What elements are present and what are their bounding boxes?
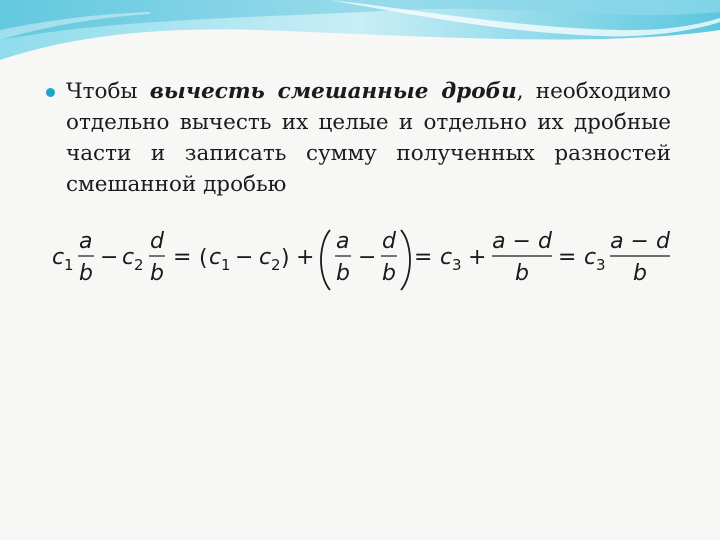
- result-num2: a − d: [610, 229, 670, 254]
- result-den2: b: [633, 261, 647, 286]
- c2-var: c: [122, 245, 135, 270]
- minus-1: −: [100, 245, 119, 270]
- paren-c2-var: c: [259, 245, 272, 270]
- equals-3: =: [558, 245, 577, 270]
- formula-bracket-group: [321, 229, 410, 290]
- paren-c2-sub: 2: [271, 256, 281, 274]
- formula-fraction-2: [610, 229, 671, 286]
- bullet-text: [66, 76, 671, 200]
- frac1-den: b: [79, 261, 93, 286]
- rparen: ): [281, 246, 290, 271]
- bracket-num1: a: [336, 229, 350, 254]
- c3b-sub: 3: [596, 256, 606, 274]
- bracket-minus: −: [358, 245, 377, 270]
- frac2-den: b: [150, 261, 164, 286]
- frac2-num: d: [150, 229, 164, 254]
- bracket-den1: b: [336, 261, 350, 286]
- bullet-text-before: Чтобы: [66, 79, 150, 104]
- bracket-den2: b: [382, 261, 396, 286]
- bullet-dot-icon: [46, 88, 55, 97]
- c3b-var: c: [584, 245, 597, 270]
- result-den1: b: [515, 261, 529, 286]
- paren-c1-sub: 1: [221, 256, 231, 274]
- c3a-sub: 3: [452, 256, 462, 274]
- plus-2: +: [468, 245, 487, 270]
- frac1-num: a: [79, 229, 93, 254]
- paren-minus: −: [235, 245, 254, 270]
- formula-fraction-1: [492, 229, 553, 286]
- formula: [52, 222, 682, 294]
- c3a-var: c: [440, 245, 453, 270]
- result-num1: a − d: [492, 229, 552, 254]
- formula-paren-group: [199, 245, 290, 274]
- equals-1: =: [173, 245, 192, 270]
- formula-term-1: [52, 229, 94, 286]
- paren-c1-var: c: [209, 245, 222, 270]
- lparen: (: [199, 246, 208, 271]
- equals-2: =: [414, 245, 433, 270]
- header-wave-decoration: [0, 0, 720, 80]
- c1-sub: 1: [64, 256, 74, 274]
- formula-term-2: [122, 229, 165, 286]
- c2-sub: 2: [134, 256, 144, 274]
- bracket-num2: d: [382, 229, 396, 254]
- bullet-text-emphasis: вычесть смешанные дроби: [149, 79, 517, 104]
- big-lparen: [321, 230, 330, 290]
- bullet-text-after: , необходимо отдельно вычесть их целые и отдельно их дробные части и записать сумму полученных разностей смешанной дробью: [66, 79, 671, 197]
- plus-1: +: [296, 245, 315, 270]
- big-rparen: [401, 230, 410, 290]
- c1-var: c: [52, 245, 65, 270]
